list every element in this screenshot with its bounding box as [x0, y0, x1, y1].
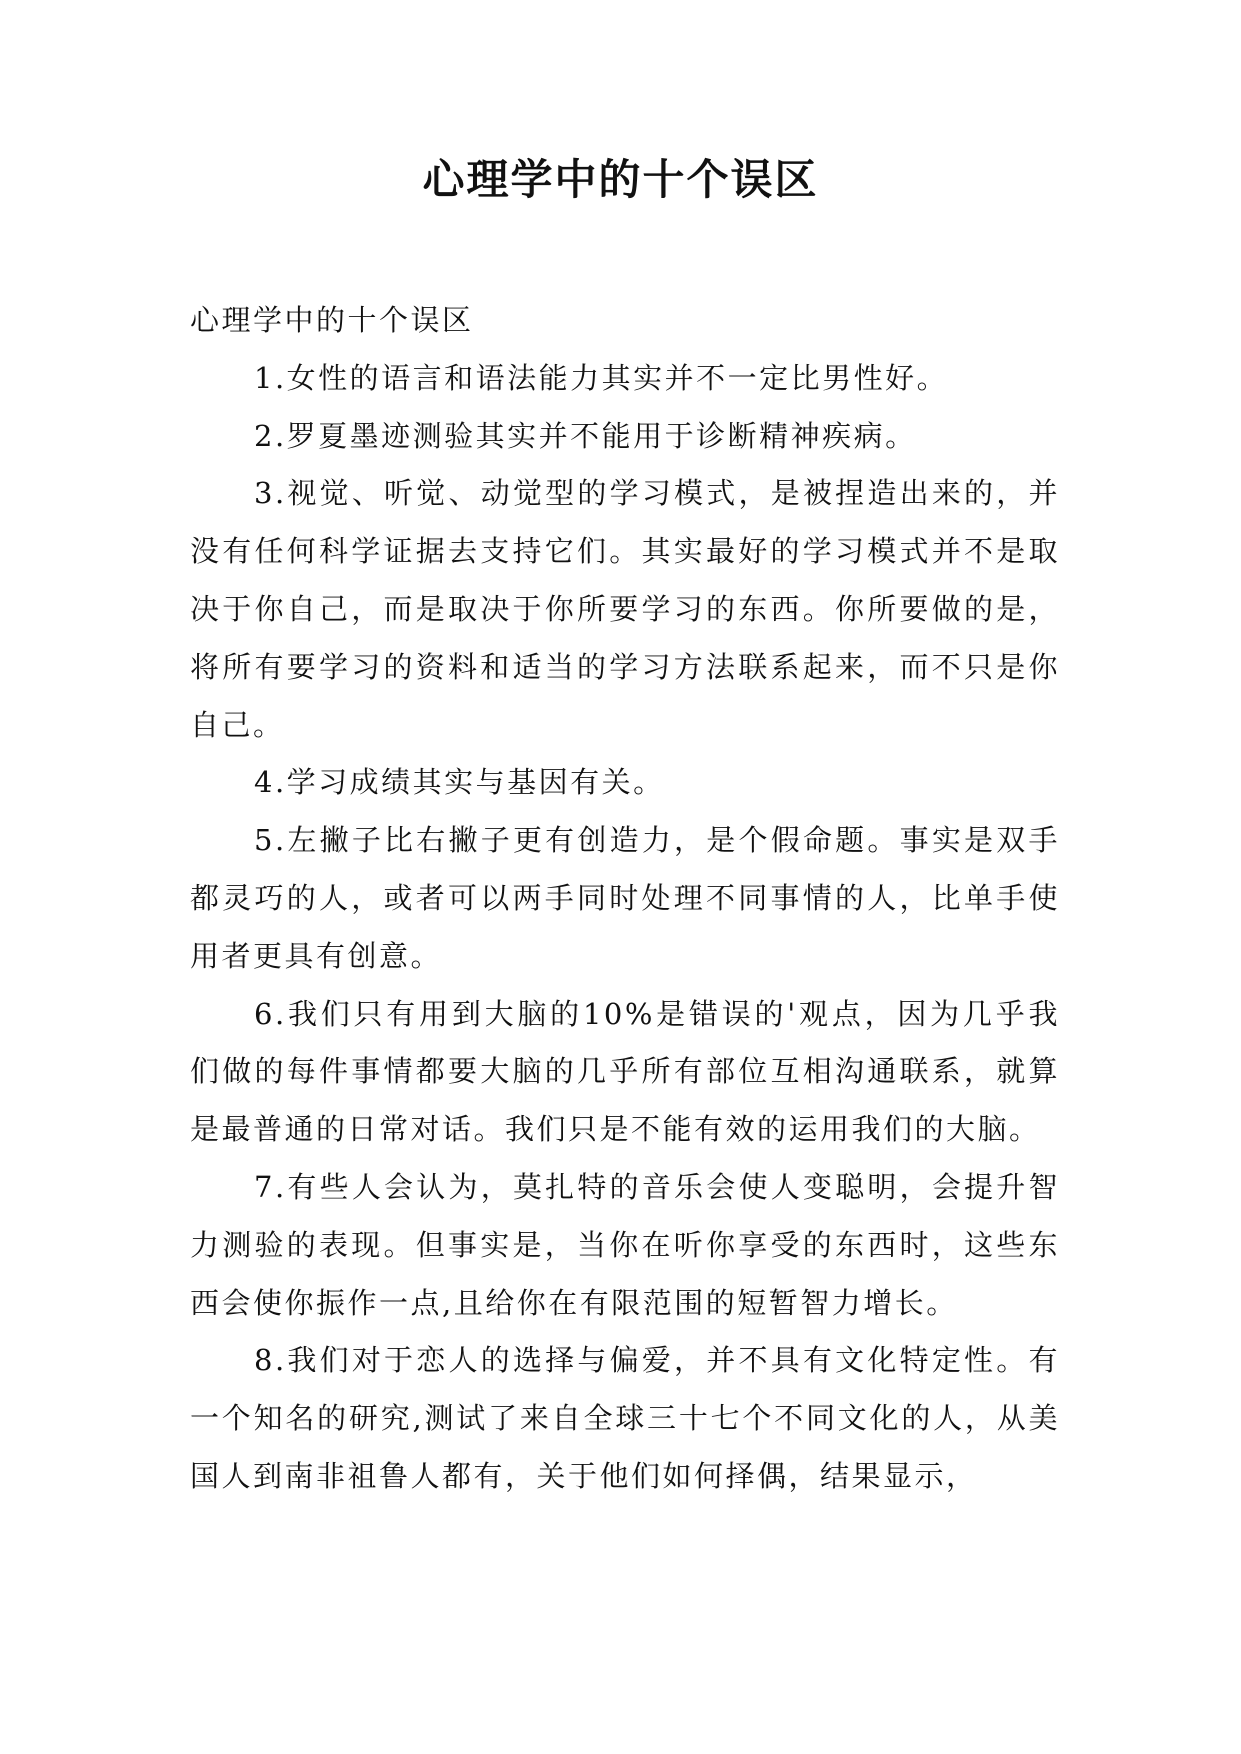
- paragraph-item-2: 2.罗夏墨迹测验其实并不能用于诊断精神疾病。: [254, 418, 917, 453]
- paragraph-item-5: 5.左撇子比右撇子更有创造力，是个假命题。事实是双手都灵巧的人，或者可以两手同时处理不同事情的人，比单手使用者更具有创意。: [190, 823, 1060, 973]
- paragraph-item-4: 4.学习成绩其实与基因有关。: [254, 765, 665, 800]
- document-body: [190, 292, 1060, 1506]
- paragraph-item-7: 7.有些人会认为，莫扎特的音乐会使人变聪明，会提升智力测验的表现。但事实是，当你在听你享受的东西时，这些东西会使你振作一点,且给你在有限范围的短暂智力增长。: [190, 1169, 1060, 1320]
- paragraph-item-1: 1.女性的语言和语法能力其实并不一定比男性好。: [254, 360, 949, 395]
- paragraph-item-8: 8.我们对于恋人的选择与偏爱，并不具有文化特定性。有一个知名的研究,测试了来自全球三十七个不同文化的人，从美国人到南非祖鲁人都有，关于他们如何择偶，结果显示，: [190, 1343, 1060, 1493]
- paragraph-item-6: 6.我们只有用到大脑的10%是错误的'观点，因为几乎我们做的每件事情都要大脑的几乎所有部位互相沟通联系，就算是最普通的日常对话。我们只是不能有效的运用我们的大脑。: [190, 996, 1060, 1147]
- paragraph-item-3: 3.视觉、听觉、动觉型的学习模式，是被捏造出来的，并没有任何科学证据去支持它们。其实最好的学习模式并不是取决于你自己，而是取决于你所要学习的东西。你所要做的是，将所有要学习的资料和适当的学习方法联系起来，而不只是你自己。: [190, 476, 1060, 742]
- document-title: 心理学中的十个误区: [422, 155, 819, 204]
- document-subtitle: 心理学中的十个误区: [190, 303, 474, 337]
